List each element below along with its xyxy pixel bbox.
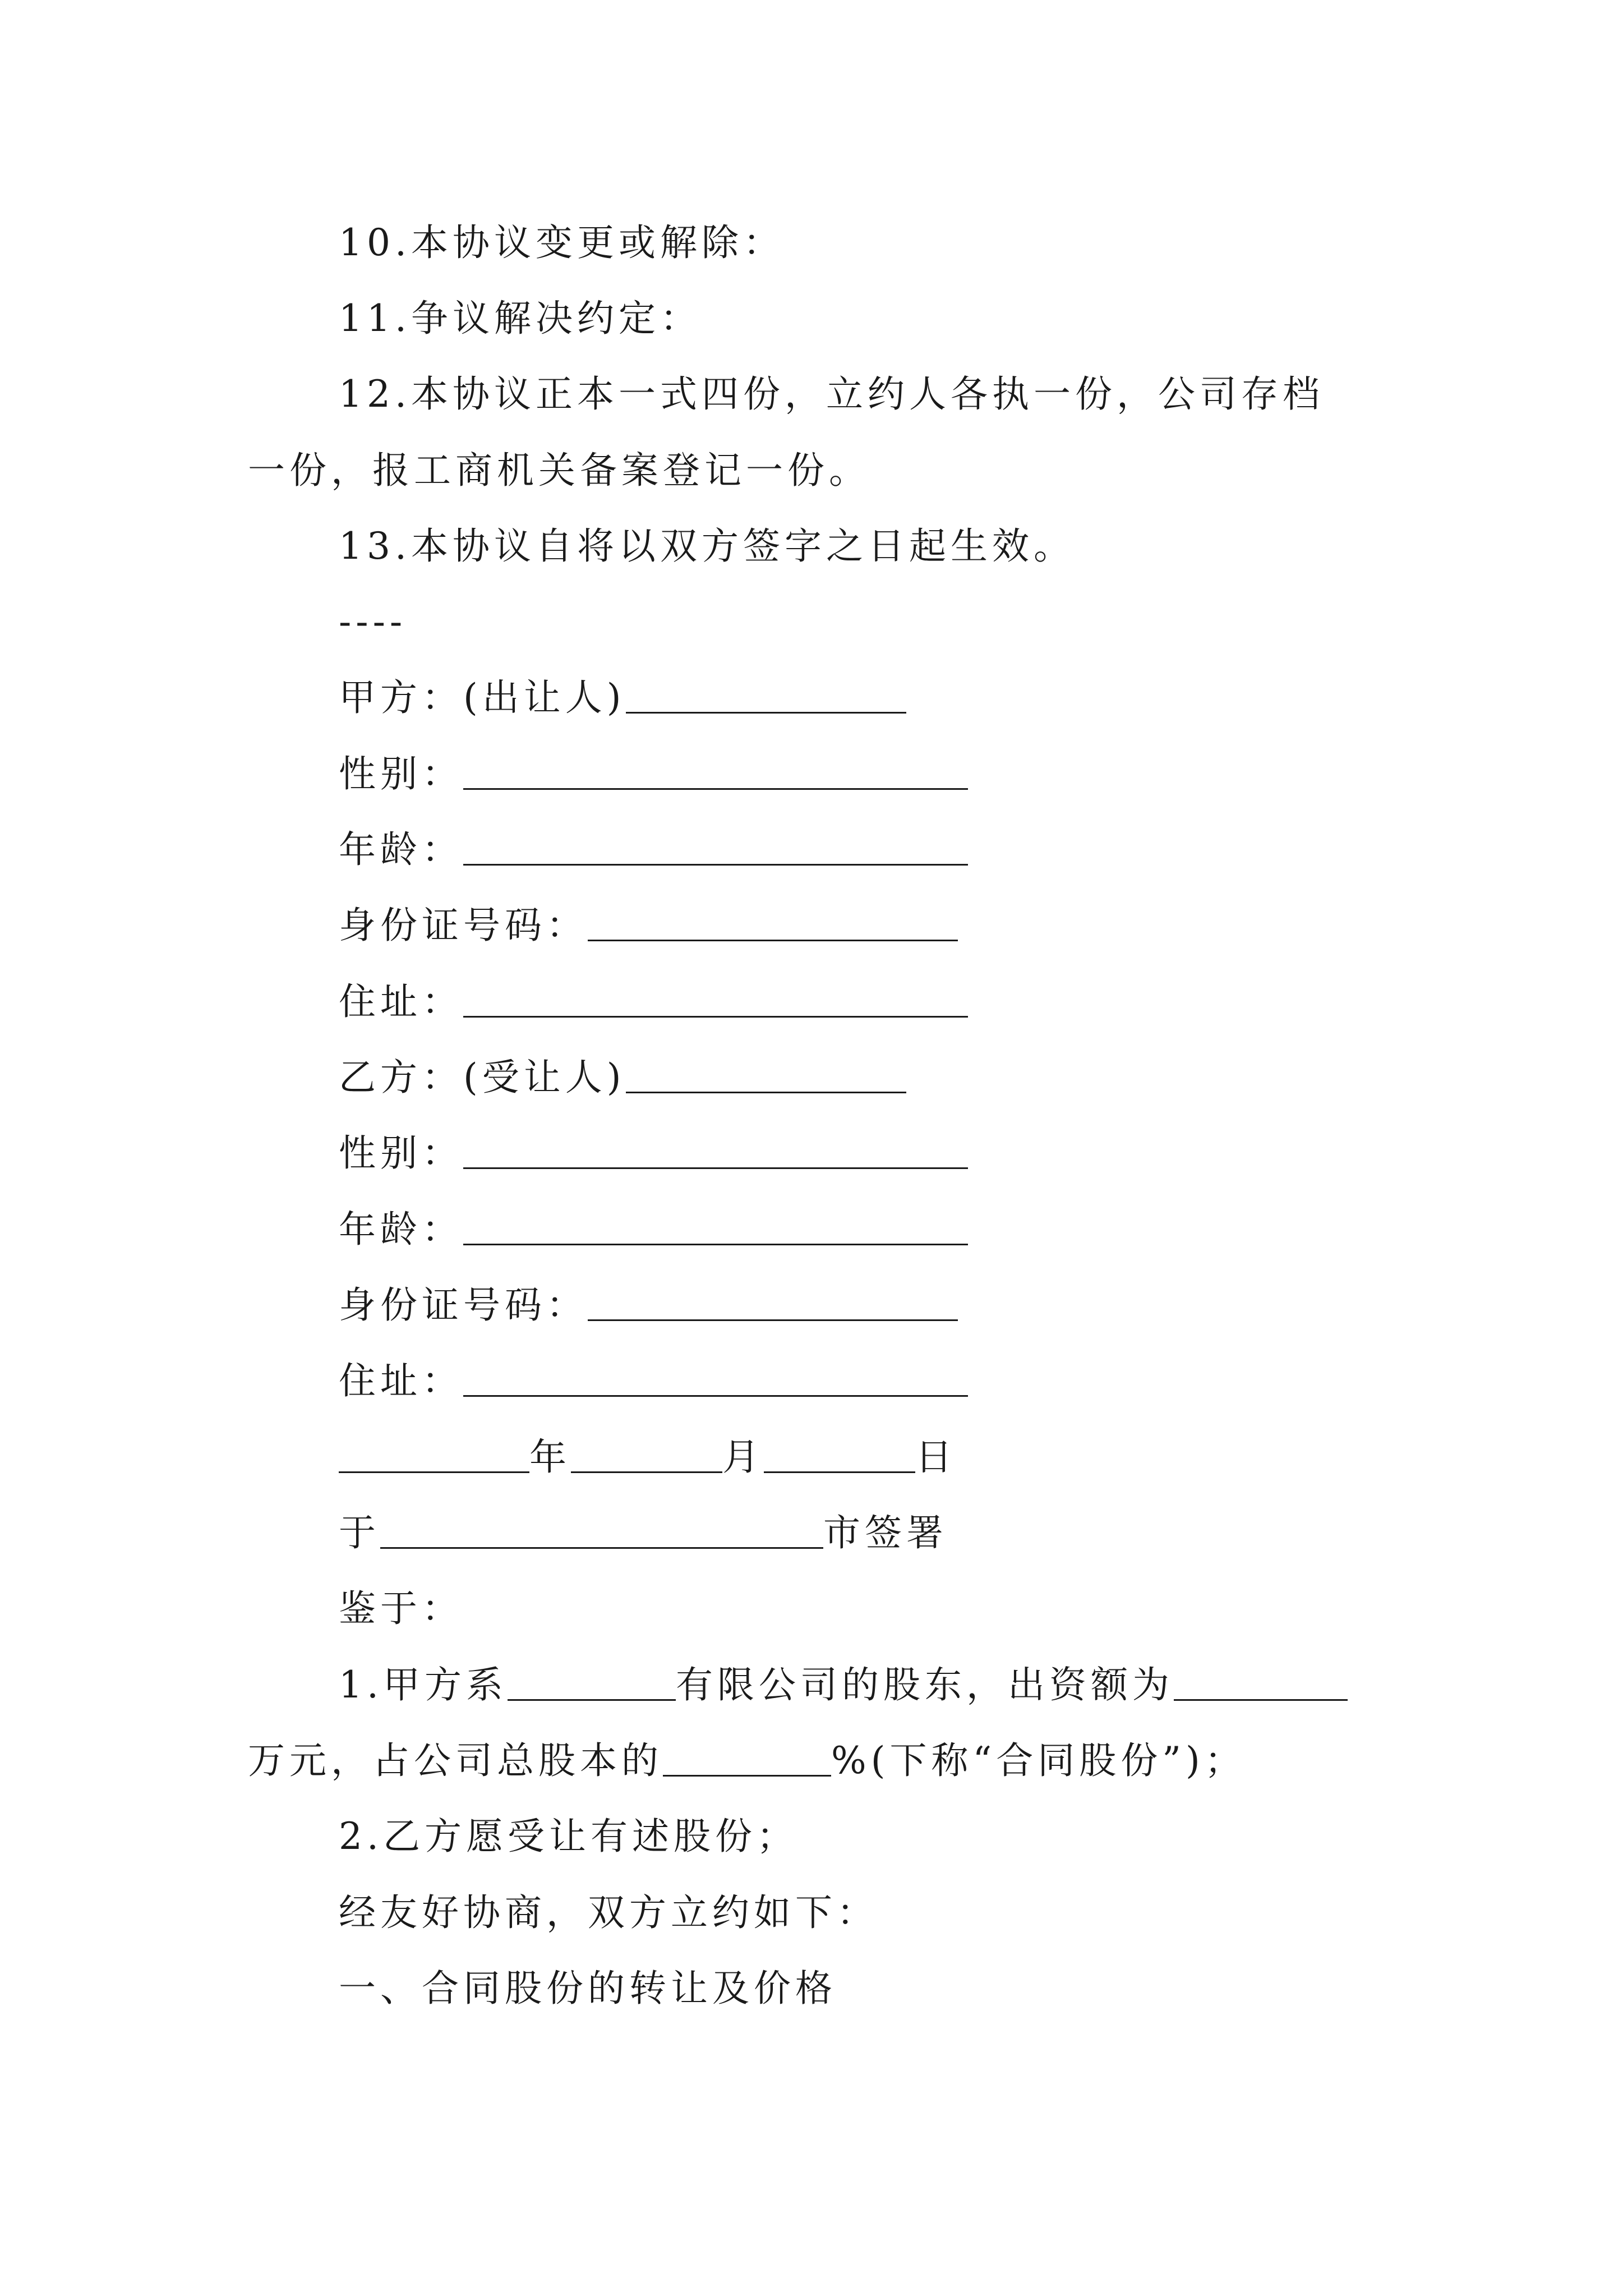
whereas-item1-line2 <box>248 1739 1246 1782</box>
whereas-heading: 鉴于： <box>339 1587 463 1630</box>
year-blank[interactable] <box>339 1439 529 1473</box>
party-b-address-blank[interactable] <box>463 1363 968 1397</box>
party-b-id-row <box>339 1283 958 1327</box>
party-b-age-row <box>339 1208 968 1251</box>
year-label: 年 <box>529 1435 571 1479</box>
share-percent-blank[interactable] <box>663 1742 831 1777</box>
city-blank[interactable] <box>380 1515 823 1549</box>
whereas-item1-d: %(下称“合同股份”)； <box>831 1739 1246 1782</box>
party-a-gender-blank[interactable] <box>463 756 968 790</box>
company-name-blank[interactable] <box>508 1667 676 1701</box>
whereas-item1-a: 1.甲方系 <box>339 1663 508 1706</box>
party-b-title: 乙方：(受让人) <box>339 1056 626 1099</box>
separator-dashes: ---- <box>339 600 407 643</box>
party-a-title: 甲方：(出让人) <box>339 676 626 719</box>
whereas-item1-c: 万元，占公司总股本的 <box>248 1739 663 1782</box>
clause-12-line1: 12.本协议正本一式四份，立约人各执一份，公司存档 <box>339 372 1324 416</box>
party-b-gender-blank[interactable] <box>463 1135 968 1169</box>
date-line <box>339 1435 957 1479</box>
whereas-item1-line1 <box>339 1663 1348 1706</box>
party-a-id-label: 身份证号码： <box>339 904 588 947</box>
clause-12-line2: 一份，报工商机关备案登记一份。 <box>248 449 870 492</box>
agreed-statement: 经友好协商，双方立约如下： <box>339 1891 878 1934</box>
party-a-address-blank[interactable] <box>463 983 968 1018</box>
whereas-item1-b: 有限公司的股东，出资额为 <box>675 1663 1174 1706</box>
capital-amount-blank[interactable] <box>1174 1667 1348 1701</box>
party-a-age-label: 年龄： <box>339 828 463 871</box>
party-b-row <box>339 1056 906 1099</box>
party-a-row <box>339 676 906 719</box>
party-a-age-blank[interactable] <box>463 831 968 866</box>
day-blank[interactable] <box>764 1439 915 1473</box>
party-a-id-row <box>339 904 958 947</box>
month-blank[interactable] <box>571 1439 722 1473</box>
party-a-name-blank[interactable] <box>626 679 906 714</box>
day-label: 日 <box>915 1435 957 1479</box>
place-line <box>339 1511 948 1554</box>
party-a-age-row <box>339 828 968 871</box>
party-b-age-blank[interactable] <box>463 1211 968 1245</box>
clause-13: 13.本协议自将以双方签字之日起生效。 <box>339 524 1075 568</box>
month-label: 月 <box>722 1435 764 1479</box>
clause-10: 10.本协议变更或解除： <box>339 221 785 264</box>
party-b-address-row <box>339 1359 968 1402</box>
party-b-gender-row <box>339 1131 968 1175</box>
party-b-name-blank[interactable] <box>626 1059 906 1093</box>
party-b-address-label: 住址： <box>339 1359 463 1402</box>
party-a-address-row <box>339 980 968 1023</box>
party-a-address-label: 住址： <box>339 980 463 1023</box>
place-prefix: 于 <box>339 1511 380 1554</box>
party-b-id-label: 身份证号码： <box>339 1283 588 1327</box>
party-a-id-blank[interactable] <box>588 907 958 941</box>
whereas-item2: 2.乙方愿受让有述股份； <box>339 1815 798 1858</box>
party-b-gender-label: 性别： <box>339 1131 463 1175</box>
place-suffix: 市签署 <box>823 1511 948 1554</box>
party-b-age-label: 年龄： <box>339 1208 463 1251</box>
party-a-gender-row <box>339 752 968 795</box>
clause-11: 11.争议解决约定： <box>339 297 702 340</box>
party-b-id-blank[interactable] <box>588 1287 958 1321</box>
party-a-gender-label: 性别： <box>339 752 463 795</box>
section-1-heading: 一、合同股份的转让及价格 <box>339 1967 837 2010</box>
